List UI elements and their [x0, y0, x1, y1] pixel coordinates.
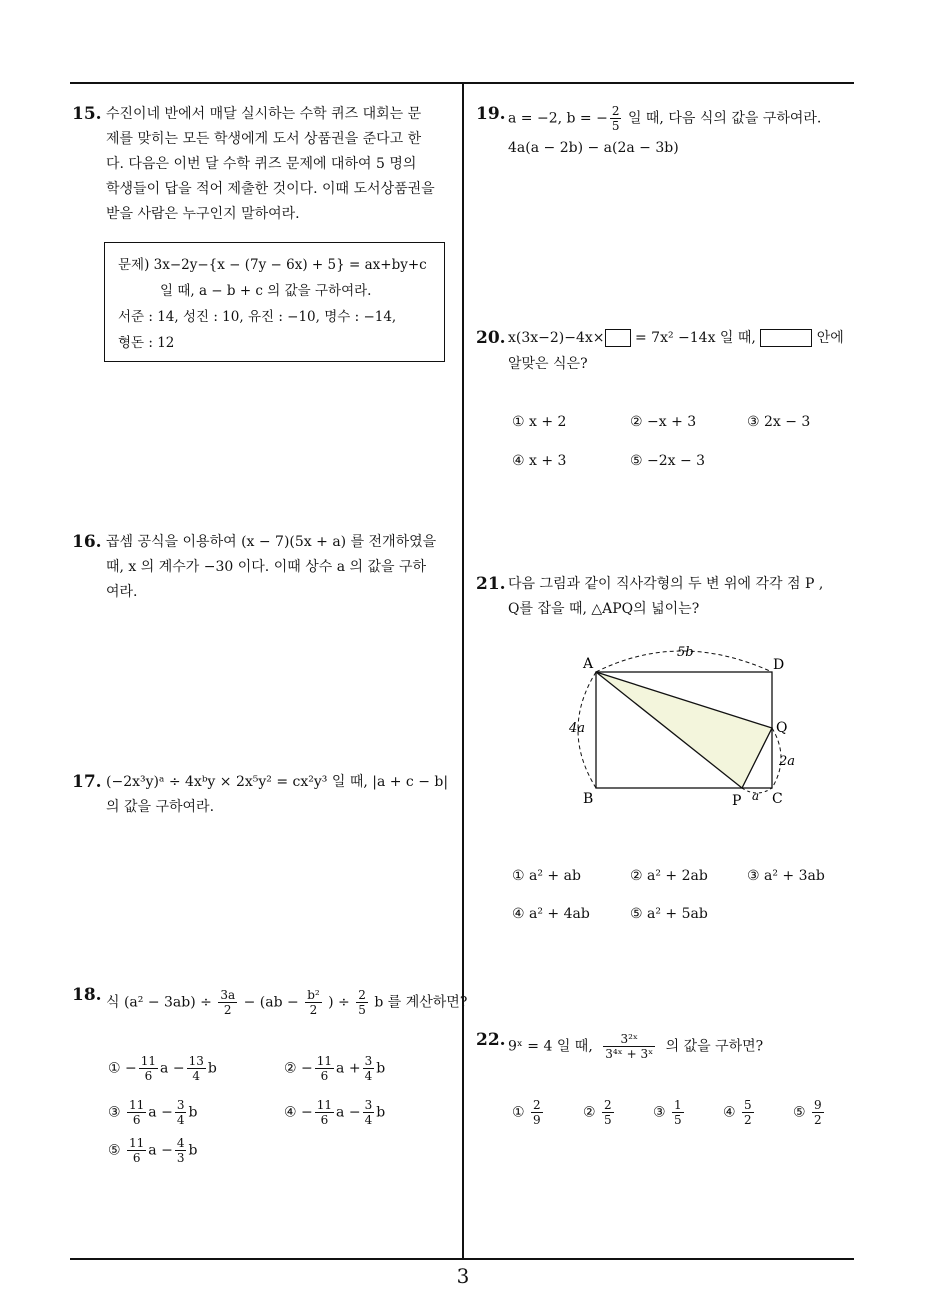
q18-option-5 — [108, 1136, 197, 1165]
q20-option-5: ⑤ −2x − 3 — [630, 453, 706, 469]
q18-suffix: b 를 계산하면? — [374, 994, 468, 1011]
denominator: 5 — [674, 1113, 682, 1127]
label-A: A — [583, 656, 594, 672]
q19-fraction — [610, 104, 622, 133]
length-bottom: a — [752, 789, 760, 803]
option-sign: − — [301, 1104, 313, 1121]
option-mark: ⑤ — [793, 1104, 806, 1121]
q20-part-3: 안에 — [816, 330, 844, 346]
q18-prefix: 식 (a² − 3ab) ÷ — [106, 994, 212, 1011]
option-tail: b — [188, 1104, 198, 1121]
numerator: 2 — [358, 988, 366, 1002]
question-20-number: 20. — [476, 328, 506, 348]
option-mark: ⑤ — [108, 1142, 121, 1159]
numerator: 3 — [176, 1098, 185, 1112]
question-16-line: 곱셈 공식을 이용하여 (x − 7)(5x + a) 를 전개하였을 — [106, 534, 437, 550]
q20-option-4: ④ x + 3 — [512, 453, 567, 469]
box-line: 문제) 3x−2y−{x − (7y − 6x) + 5} = ax+by+c — [118, 257, 427, 273]
q22-option-1 — [512, 1098, 545, 1127]
length-top: 5b — [677, 645, 694, 660]
denominator: 2 — [814, 1113, 822, 1127]
question-17-text — [106, 770, 448, 820]
denominator: 6 — [132, 1151, 141, 1165]
question-16-line: 때, x 의 계수가 −30 이다. 이때 상수 a 의 값을 구하 — [106, 559, 427, 575]
option-fraction — [602, 1098, 614, 1127]
question-16-text — [106, 530, 436, 605]
q22-option-5 — [793, 1098, 826, 1127]
option-operator: a − — [336, 1104, 361, 1121]
option-mark: ② — [583, 1104, 596, 1121]
label-C: C — [772, 791, 783, 807]
numerator: 3a — [220, 988, 236, 1002]
option-fraction-a — [315, 1098, 334, 1127]
q22-suffix: 의 값을 구하면? — [665, 1038, 764, 1055]
box-line: 형돈 : 12 — [118, 335, 175, 351]
question-15-line: 다. 다음은 이번 달 수학 퀴즈 문제에 대하여 5 명의 — [106, 156, 417, 172]
q18-option-4 — [284, 1098, 385, 1127]
question-21-line: 다음 그림과 같이 직사각형의 두 변 위에 각각 점 P , — [508, 576, 824, 592]
numerator: 3 — [364, 1098, 373, 1112]
q19-prefix: a = −2, b = − — [508, 110, 608, 127]
question-18-text — [106, 988, 467, 1017]
page-number: 3 — [456, 1264, 470, 1288]
q20-option-1: ① x + 2 — [512, 414, 567, 430]
q22-option-3 — [653, 1098, 686, 1127]
q20-line-2: 알맞은 식은? — [508, 356, 588, 372]
bottom-rule — [70, 1258, 854, 1260]
triangle-apq — [596, 672, 772, 788]
denominator: 4 — [364, 1069, 373, 1083]
option-fraction-b — [175, 1136, 187, 1165]
denominator: 2 — [309, 1003, 318, 1017]
label-B: B — [583, 791, 594, 807]
question-21-text — [508, 572, 823, 622]
question-18-number: 18. — [72, 985, 102, 1005]
label-Q: Q — [776, 720, 788, 736]
option-fraction-a — [127, 1136, 146, 1165]
denominator: 5 — [604, 1113, 612, 1127]
option-fraction-b — [363, 1098, 375, 1127]
q22-option-4 — [723, 1098, 756, 1127]
q21-option-5: ⑤ a² + 5ab — [630, 906, 708, 922]
option-mark: ① — [512, 1104, 525, 1121]
q19-suffix: 일 때, 다음 식의 값을 구하여라. — [627, 110, 822, 127]
denominator: 9 — [533, 1113, 541, 1127]
option-fraction — [812, 1098, 824, 1127]
option-sign: − — [125, 1060, 137, 1077]
option-fraction-b — [175, 1098, 187, 1127]
q21-option-4: ④ a² + 4ab — [512, 906, 590, 922]
option-fraction-a — [139, 1054, 158, 1083]
question-15-text — [106, 102, 435, 227]
denominator: 2 — [744, 1113, 752, 1127]
numerator: b² — [307, 988, 320, 1002]
numerator: 2 — [533, 1098, 541, 1112]
q18-mid-2: ) ÷ — [328, 994, 350, 1011]
option-fraction-b — [187, 1054, 206, 1083]
question-15-line: 학생들이 답을 적어 제출한 것이다. 이때 도서상품권을 — [106, 181, 435, 197]
denominator: 6 — [320, 1069, 329, 1083]
q21-option-2: ② a² + 2ab — [630, 868, 708, 884]
q19-expression: 4a(a − 2b) − a(2a − 3b) — [508, 140, 679, 156]
question-15-line: 받을 사람은 누구인지 말하여라. — [106, 206, 300, 222]
numerator: 9 — [814, 1098, 822, 1112]
question-17-line: (−2x³y)ᵃ ÷ 4xᵇy × 2x⁵y² = cx²y³ 일 때, |a + c − b| — [106, 774, 449, 790]
option-operator: a − — [160, 1060, 185, 1077]
option-tail: b — [188, 1142, 198, 1159]
length-right: 2a — [779, 754, 796, 769]
denominator: 2 — [223, 1003, 232, 1017]
q21-option-1: ① a² + ab — [512, 868, 581, 884]
q18-option-1 — [108, 1054, 217, 1083]
option-sign: − — [301, 1060, 313, 1077]
question-16-line: 여라. — [106, 584, 138, 600]
q22-fraction — [603, 1032, 655, 1061]
question-15-line: 수진이네 반에서 매달 실시하는 수학 퀴즈 대회는 문 — [106, 106, 422, 122]
length-left: 4a — [569, 721, 586, 736]
option-operator: a − — [148, 1104, 173, 1121]
option-fraction — [672, 1098, 684, 1127]
q18-option-2 — [284, 1054, 385, 1083]
question-15-box-text — [118, 252, 427, 356]
option-fraction — [531, 1098, 543, 1127]
q21-option-3: ③ a² + 3ab — [747, 868, 825, 884]
question-16-number: 16. — [72, 532, 102, 552]
question-15-line: 제를 맞히는 모든 학생에게 도서 상품권을 준다고 한 — [106, 131, 422, 147]
q22-prefix: 9ˣ = 4 일 때, — [508, 1038, 593, 1055]
q18-mid-1: − (ab − — [243, 994, 299, 1011]
q20-part-1: x(3x−2)−4x× — [508, 330, 605, 346]
denominator: 6 — [320, 1113, 329, 1127]
q18-option-3 — [108, 1098, 197, 1127]
denominator: 3⁴ˣ + 3ˣ — [605, 1047, 654, 1061]
q20-option-3: ③ 2x − 3 — [747, 414, 811, 430]
numerator: 4 — [176, 1136, 185, 1150]
option-fraction-a — [315, 1054, 334, 1083]
numerator: 11 — [316, 1098, 333, 1112]
option-mark: ③ — [108, 1104, 121, 1121]
numerator: 11 — [140, 1054, 157, 1068]
option-mark: ④ — [723, 1104, 736, 1121]
question-22-text — [508, 1032, 763, 1061]
question-22-number: 22. — [476, 1030, 506, 1050]
box-line: 서준 : 14, 성진 : 10, 유진 : −10, 명수 : −14, — [118, 309, 397, 325]
option-tail: b — [376, 1104, 386, 1121]
q18-fraction-1 — [218, 988, 237, 1017]
option-mark: ② — [284, 1060, 297, 1077]
answer-blank-large — [760, 329, 812, 347]
numerator: 11 — [129, 1098, 145, 1112]
numerator: 2 — [611, 104, 620, 118]
q18-fraction-3 — [356, 988, 368, 1017]
denominator: 6 — [132, 1113, 141, 1127]
label-P: P — [732, 793, 742, 809]
option-mark: ③ — [653, 1104, 666, 1121]
column-divider — [462, 82, 464, 1260]
numerator: 3²ˣ — [603, 1032, 655, 1047]
denominator: 3 — [176, 1151, 185, 1165]
question-19-text — [508, 104, 821, 133]
numerator: 11 — [316, 1054, 333, 1068]
numerator: 5 — [744, 1098, 752, 1112]
question-21-line: Q를 잡을 때, △APQ의 넓이는? — [508, 601, 700, 617]
question-17-number: 17. — [72, 772, 102, 792]
denominator: 6 — [144, 1069, 153, 1083]
option-operator: a + — [336, 1060, 361, 1077]
question-19-number: 19. — [476, 104, 506, 124]
option-operator: a − — [148, 1142, 173, 1159]
q18-fraction-2 — [305, 988, 322, 1017]
numerator: 3 — [364, 1054, 373, 1068]
question-20-text — [508, 326, 844, 351]
numerator: 1 — [674, 1098, 682, 1112]
q22-option-2 — [583, 1098, 616, 1127]
answer-blank-small — [605, 329, 631, 347]
rectangle-figure — [560, 640, 800, 820]
numerator: 11 — [129, 1136, 145, 1150]
numerator: 2 — [604, 1098, 612, 1112]
denominator: 5 — [358, 1003, 366, 1017]
question-15-number: 15. — [72, 104, 102, 124]
option-fraction-a — [127, 1098, 146, 1127]
denominator: 4 — [176, 1113, 185, 1127]
option-mark: ④ — [284, 1104, 297, 1121]
option-tail: b — [207, 1060, 217, 1077]
option-mark: ① — [108, 1060, 121, 1077]
label-D: D — [773, 657, 785, 673]
box-line: 일 때, a − b + c 의 값을 구하여라. — [160, 283, 372, 299]
option-tail: b — [376, 1060, 386, 1077]
option-fraction — [742, 1098, 754, 1127]
numerator: 13 — [188, 1054, 204, 1068]
question-21-number: 21. — [476, 574, 506, 594]
denominator: 4 — [364, 1113, 373, 1127]
denominator: 4 — [192, 1069, 201, 1083]
q20-option-2: ② −x + 3 — [630, 414, 697, 430]
question-17-line: 의 값을 구하여라. — [106, 799, 215, 815]
option-fraction-b — [363, 1054, 375, 1083]
q20-part-2: = 7x² −14x 일 때, — [634, 330, 756, 346]
denominator: 5 — [611, 119, 620, 133]
